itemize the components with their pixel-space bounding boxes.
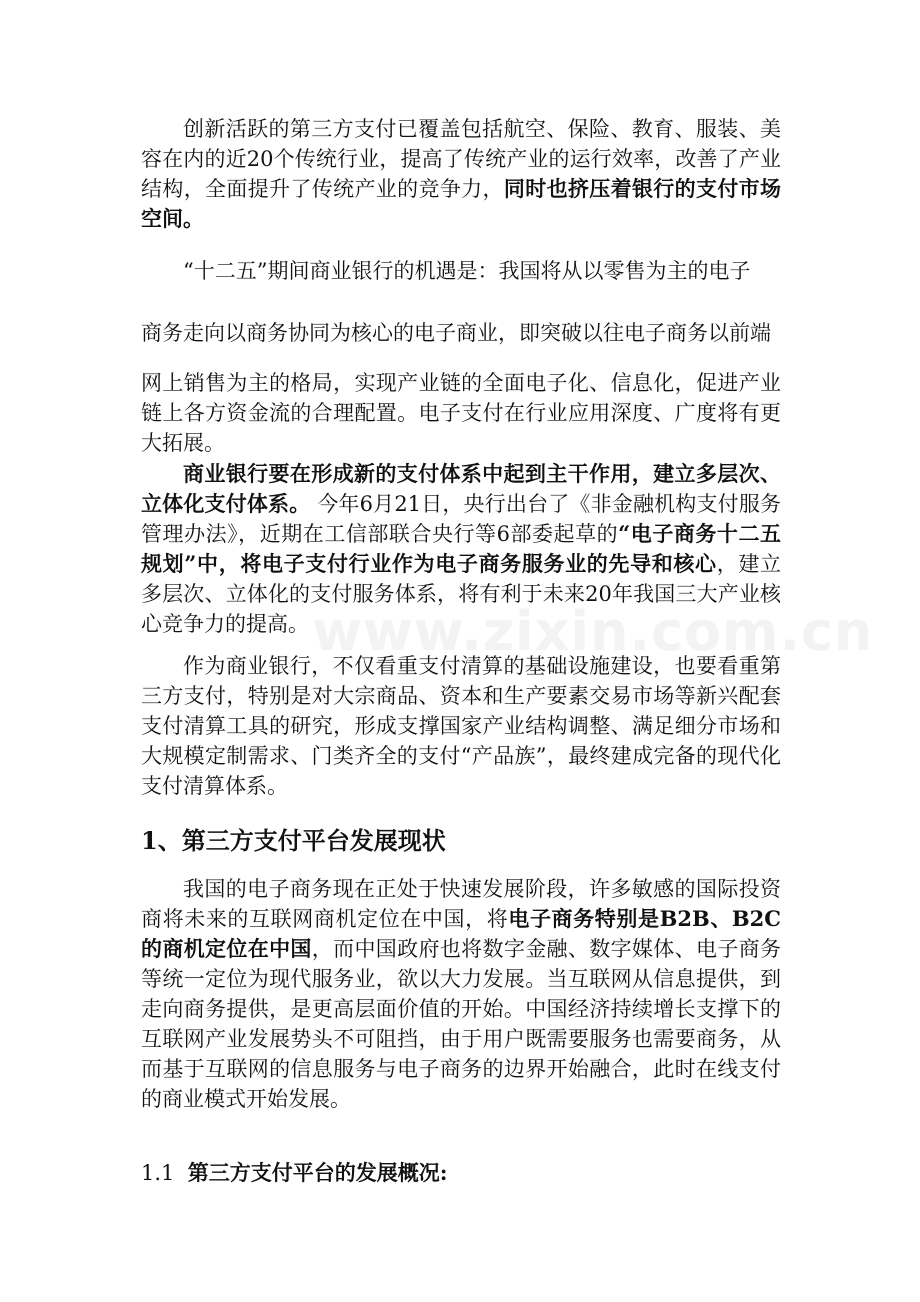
subsection-title: 第三方支付平台的发展概况: <box>187 1160 448 1185</box>
bold-text: 商业银行要在形成新的支付体系中起到主干作用，建立多层次、立体化支付体系。 <box>141 461 781 516</box>
paragraph-text: ，而中国政府也将数字金融、数字媒体、电子商务等统一定位为现代服务业，欲以大力发展。当互联网从信息提供，到走向商务提供，是更高层面价值的开始。中国经济持续增长支撑下的互联网产业发展势头不可阻挡，由于用户既需要服务也需要商务，从而基于互联网的信息服务与电子商务的边界开始融合，此时在线支付的商业模式开始发展。 <box>141 937 782 1111</box>
paragraph-text: 创新活跃的第三方支付已覆盖包括航空、保险、教育、服装、美容在内的近20个传统行业，提高了传统产业的运行效率，改善了产业结构，全面提升了传统产业的竞争力， <box>141 117 781 201</box>
bold-text: “电子商务十二五规划”中，将电子支付行业作为电子商务服务业的先导和核心 <box>141 521 781 576</box>
paragraph-opportunity-rest: 网上销售为主的格局，实现产业链的全面电子化、信息化，促进产业链上各方资金流的合理配置。电子支付在行业应用深度、广度将有更大拓展。 <box>141 371 781 455</box>
paragraph-line: “十二五”期间商业银行的机遇是：我国将从以零售为主的电子 <box>183 259 751 283</box>
paragraph-settlement-system: 作为商业银行，不仅看重支付清算的基础设施建设，也要看重第三方支付，特别是对大宗商品、资本和生产要素交易市场等新兴配套支付清算工具的研究，形成支撑国家产业结构调整、满足细分市场和大规模定制需求、门类齐全的支付“产品族”，最终建成完备的现代化支付清算体系。 <box>141 654 781 798</box>
section-heading: 1、第三方支付平台发展现状 <box>141 826 446 855</box>
bold-text: 同时也挤压着银行的支付市场空间。 <box>141 176 782 231</box>
paragraph-text: 今年6月21日，央行出台了《非金融机构支付服务管理办法》，近期在工信部联合央行等6部委起草的 <box>141 492 782 546</box>
paragraph-text: ，建立多层次、立体化的支付服务体系，将有利于未来20年我国三大产业核心竞争力的提高。 <box>141 552 782 636</box>
paragraph-third-party-coverage <box>141 114 781 234</box>
subsection-number: 1.1 <box>141 1161 175 1185</box>
paragraph-ecommerce-status <box>141 874 781 1114</box>
paragraph-bank-role <box>141 459 781 639</box>
paragraph-line: 商务走向以商务协同为核心的电子商业，即突破以往电子商务以前端 <box>141 321 771 345</box>
subsection-heading <box>141 1158 448 1188</box>
watermark: www.zixin.com.cn <box>312 600 874 663</box>
paragraph-text: 我国的电子商务现在正处于快速发展阶段，许多敏感的国际投资商将未来的互联网商机定位在中国，将 <box>141 877 781 931</box>
bold-text: 电子商务特别是B2B、B2C的商机定位在中国 <box>141 906 782 961</box>
